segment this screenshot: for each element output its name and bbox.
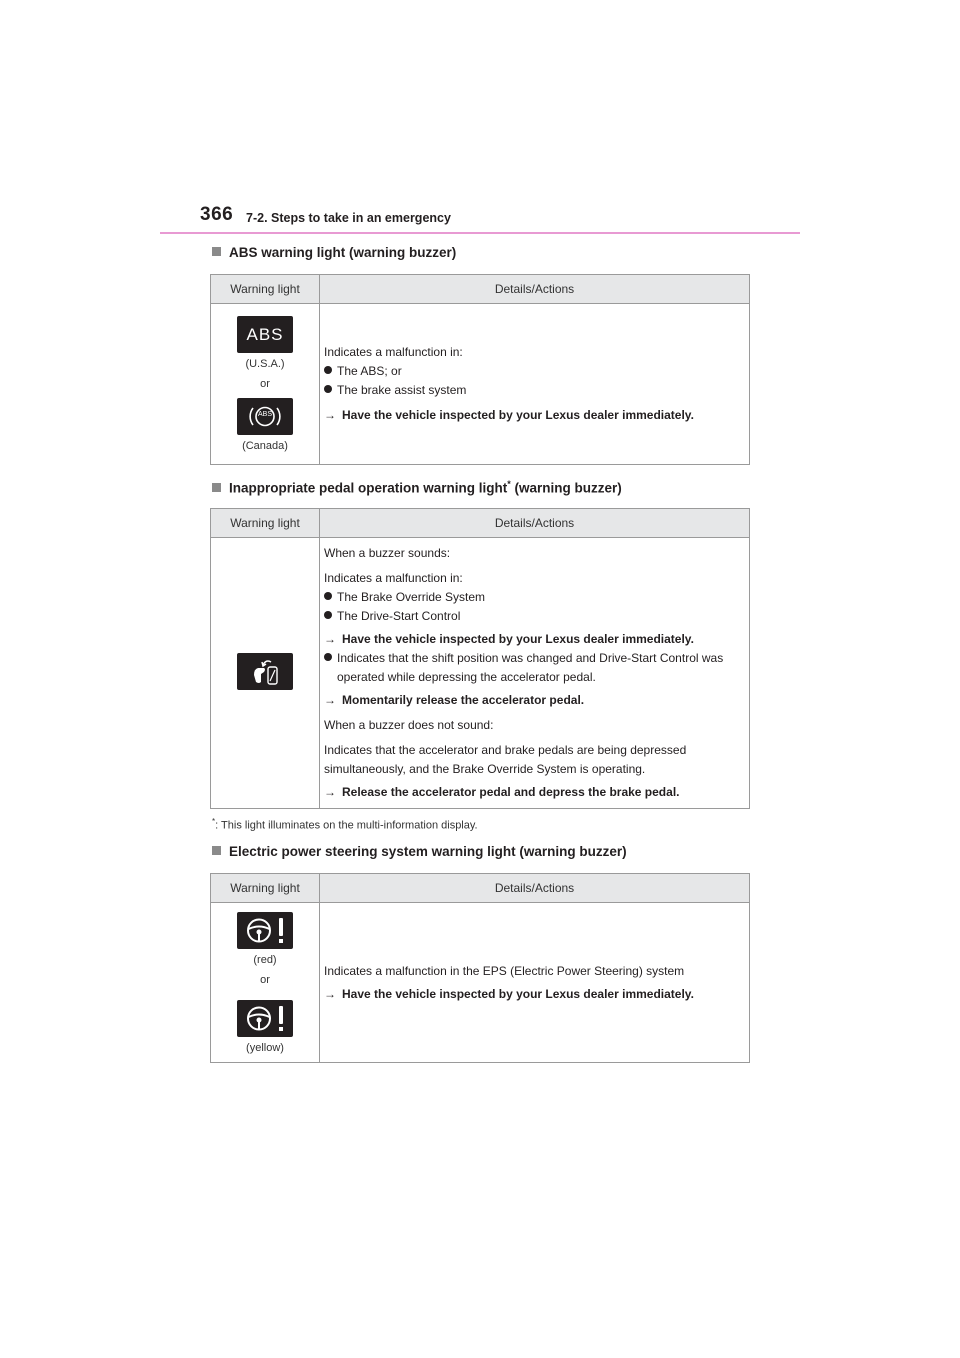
abs-heading: ABS warning light (warning buzzer) <box>212 245 456 260</box>
simultaneous-text: Indicates that the accelerator and brake pedals are being depressed simultaneously, and the Brake Override System is operating. <box>324 743 687 776</box>
eps-table <box>210 873 750 1063</box>
caption-usa: (U.S.A.) <box>245 358 285 370</box>
square-bullet-icon <box>212 483 221 492</box>
list-item: The Brake Override System <box>324 588 743 607</box>
pedal-intro: Indicates a malfunction in: <box>324 571 463 585</box>
bullet-dot-icon <box>324 366 332 374</box>
eps-action: → Have the vehicle inspected by your Lexus dealer immediately. <box>324 985 743 1004</box>
pedal-heading: Inappropriate pedal operation warning light* (warning buzzer) <box>212 479 622 496</box>
arrow-icon: → <box>324 408 336 422</box>
caption-yellow: (yellow) <box>246 1041 284 1054</box>
table-row <box>211 538 750 809</box>
table-header-row <box>211 874 750 903</box>
caption-canada: (Canada) <box>242 440 288 452</box>
arrow-icon: → <box>324 632 336 646</box>
or-label: or <box>260 973 270 986</box>
list-item: The ABS; or <box>324 362 743 381</box>
no-buzzer-label: When a buzzer does not sound: <box>324 718 494 732</box>
list-item: The Drive-Start Control <box>324 607 743 626</box>
abs-table <box>210 274 750 465</box>
col-warning-light: Warning light <box>211 275 320 304</box>
eps-details: Indicates a malfunction in the EPS (Electric Power Steering) system <box>324 963 685 978</box>
pedal-action-1: → Have the vehicle inspected by your Lexus dealer immediately. <box>324 630 743 649</box>
square-bullet-icon <box>212 846 221 855</box>
square-bullet-icon <box>212 247 221 256</box>
col-warning-light: Warning light <box>211 874 320 903</box>
bullet-dot-icon <box>324 653 332 661</box>
table-row <box>211 903 750 1063</box>
pedal-action-3: → Release the accelerator pedal and depress the brake pedal. <box>324 783 743 802</box>
section-title: 7-2. Steps to take in an emergency <box>246 211 451 225</box>
eps-light-cell <box>211 903 320 1063</box>
arrow-icon: → <box>324 986 336 1001</box>
col-details: Details/Actions <box>320 874 750 903</box>
or-label: or <box>260 378 270 390</box>
abs-canada-icon: ABS <box>237 398 293 435</box>
header-rule <box>160 232 800 234</box>
abs-light-cell <box>211 304 320 465</box>
steering-warning-red-icon <box>237 912 293 949</box>
eps-heading: Electric power steering system warning light (warning buzzer) <box>212 844 627 859</box>
abs-details-cell <box>320 304 750 465</box>
caption-red: (red) <box>253 953 277 966</box>
eps-details-cell <box>320 903 750 1063</box>
pedal-light-cell <box>211 538 320 809</box>
steering-warning-yellow-icon <box>237 1000 293 1037</box>
col-warning-light: Warning light <box>211 509 320 538</box>
list-item: The brake assist system <box>324 381 743 400</box>
pedal-table <box>210 508 750 809</box>
bullet-dot-icon <box>324 611 332 619</box>
pedal-warning-icon <box>237 653 293 690</box>
abs-action: → Have the vehicle inspected by your Lexus dealer immediately. <box>324 406 743 425</box>
arrow-icon: → <box>324 693 336 707</box>
bullet-dot-icon <box>324 385 332 393</box>
abs-usa-icon: ABS <box>237 316 293 353</box>
abs-intro: Indicates a malfunction in: <box>324 345 463 359</box>
footnote: *: This light illuminates on the multi-information display. <box>212 817 478 832</box>
table-row <box>211 304 750 465</box>
col-details: Details/Actions <box>320 509 750 538</box>
table-header-row <box>211 509 750 538</box>
table-header-row <box>211 275 750 304</box>
bullet-dot-icon <box>324 592 332 600</box>
pedal-action-2: → Momentarily release the accelerator pedal. <box>324 691 743 710</box>
list-item: Indicates that the shift position was changed and Drive-Start Control was operated while depressing the accelerator pedal. <box>324 649 743 687</box>
arrow-icon: → <box>324 785 336 799</box>
pedal-details-cell <box>320 538 750 809</box>
page-number: 366 <box>200 204 234 225</box>
col-details: Details/Actions <box>320 275 750 304</box>
buzzer-sounds-label: When a buzzer sounds: <box>324 546 451 560</box>
